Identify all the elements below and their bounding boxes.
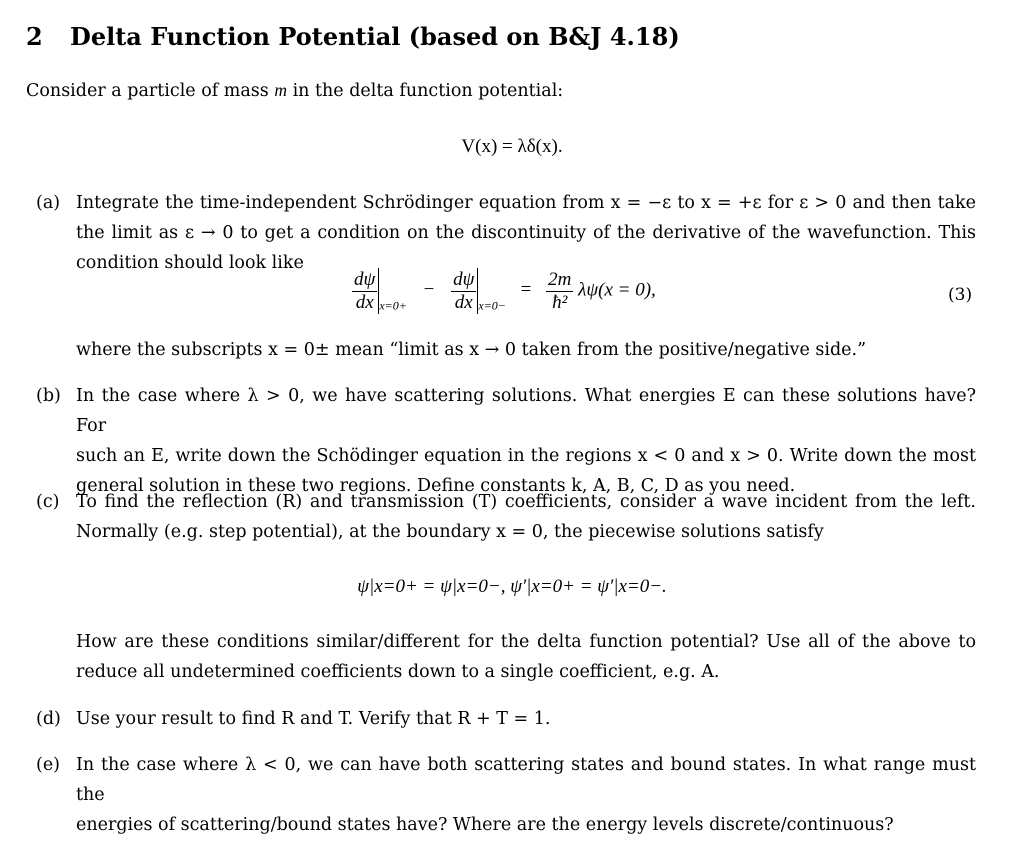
coef-frac (546, 269, 573, 314)
part-b-label: (b) (36, 386, 61, 406)
section-heading (26, 22, 680, 51)
part-c-line1: To find the reflection (R) and transmission (T) coefficients, consider a wave incident from the left. (76, 492, 976, 512)
part-c-label: (c) (36, 492, 60, 512)
part-a-line1: Integrate the time-independent Schrödinger equation from x = −ε to x = +ε for ε > 0 and then take (76, 193, 976, 213)
intro-text: Consider a particle of mass (26, 81, 269, 101)
part-e-line2: energies of scattering/bound states have? Where are the energy levels discrete/continuous? (76, 815, 894, 835)
frac2-num: dψ (453, 268, 475, 290)
frac2-den: dx (454, 291, 473, 313)
part-a (36, 188, 976, 278)
dpsi-dx-frac-1 (352, 269, 377, 314)
part-b (36, 381, 976, 501)
intro-paragraph (26, 80, 563, 101)
part-b-line1: In the case where λ > 0, we have scattering solutions. What energies E can these solutions have? For (76, 386, 976, 436)
part-d (36, 704, 976, 734)
part-e-label: (e) (36, 755, 61, 775)
discontinuity-equation (0, 268, 1024, 328)
dpsi-dx-frac-2 (451, 269, 476, 314)
part-d-label: (d) (36, 709, 61, 729)
section-title: Delta Function Potential (based on B&J 4.18) (70, 22, 680, 51)
part-e-line1: In the case where λ < 0, we can have both scattering states and bound states. In what range must the (76, 755, 976, 805)
part-c-cont (36, 627, 976, 687)
section-number: 2 (26, 22, 43, 51)
subscript-minus: x=0− (478, 298, 506, 313)
part-c-line3: How are these conditions similar/different for the delta function potential? Use all of the above to (76, 632, 976, 652)
part-b-line2: such an E, write down the Schödinger equation in the regions x < 0 and x > 0. Write down the most (76, 446, 976, 466)
part-c (36, 487, 976, 547)
part-a-after-text: where the subscripts x = 0± mean “limit as x → 0 taken from the positive/negative side.” (76, 340, 867, 360)
boundary-conditions-equation: ψ|x=0+ = ψ|x=0−, ψ′|x=0+ = ψ′|x=0−. (357, 576, 667, 597)
eq-rhs: λψ(x = 0), (578, 279, 656, 301)
minus-sign: − (423, 279, 435, 301)
part-a-after (36, 335, 976, 365)
part-d-line1: Use your result to find R and T. Verify that R + T = 1. (76, 709, 551, 729)
part-a-line3: condition should look like (76, 253, 304, 273)
intro-rest: in the delta function potential: (292, 81, 564, 101)
part-a-label: (a) (36, 193, 61, 213)
equals-sign: = (520, 279, 532, 301)
frac1-num: dψ (354, 268, 376, 290)
equation-number: (3) (948, 285, 973, 305)
intro-variable: m (274, 80, 287, 100)
frac1-den: dx (355, 291, 374, 313)
subscript-plus: x=0+ (379, 298, 407, 313)
part-a-line2: the limit as ε → 0 to get a condition on the discontinuity of the derivative of the wavefunction. This (76, 223, 976, 243)
part-b-line3: general solution in these two regions. Define constants k, A, B, C, D as you need. (76, 476, 796, 496)
part-e (36, 750, 976, 840)
part-c-line4: reduce all undetermined coefficients down to a single coefficient, e.g. A. (76, 662, 720, 682)
coef-den: ħ² (552, 291, 568, 313)
coef-num: 2m (548, 268, 572, 290)
potential-equation: V(x) = λδ(x). (461, 136, 563, 157)
part-c-line2: Normally (e.g. step potential), at the boundary x = 0, the piecewise solutions satisfy (76, 522, 824, 542)
